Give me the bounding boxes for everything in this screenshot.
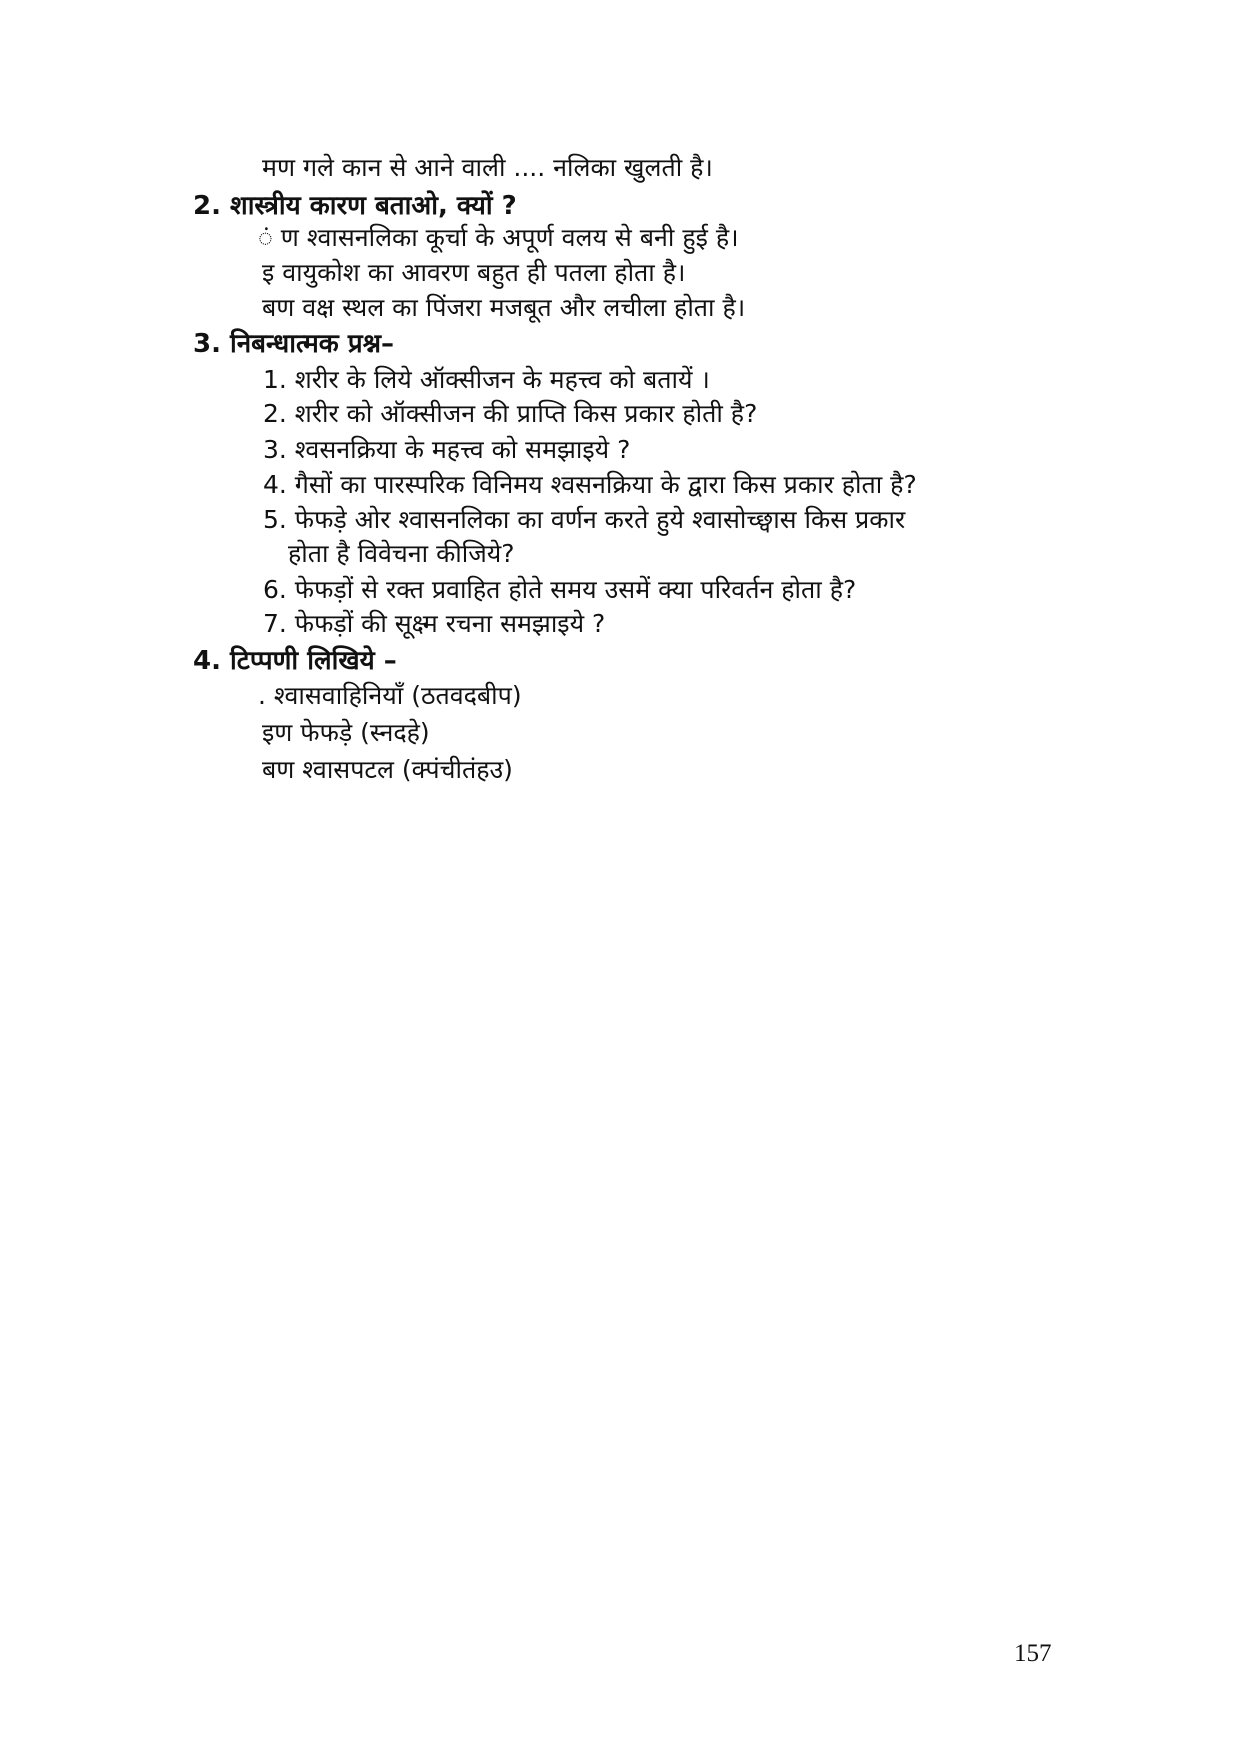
reason-item-b: इ वायुकोश का आवरण बहुत ही पतला होता है। — [262, 258, 686, 287]
reason-item-a: ं ण श्वासनलिका कूर्चा के अपूर्ण वलय से बनी हुई है। — [258, 223, 739, 252]
essay-question-5-continued: होता है विवेचना कीजिये? — [288, 539, 515, 568]
reason-item-c: बण वक्ष स्थल का पिंजरा मजबूत और लचीला होता है। — [262, 293, 746, 322]
essay-question-6: 6. फेफड़ों से रक्त प्रवाहित होते समय उसमें क्या परिवर्तन होता है? — [263, 575, 857, 604]
text-line-fill-blank: मण गले कान से आने वाली .... नलिका खुलती है। — [262, 153, 713, 182]
section-heading-3: 3. निबन्धात्मक प्रश्न– — [193, 329, 395, 359]
note-item-b: इण फेफड़े (स्नदहे) — [262, 718, 430, 747]
section-heading-4: 4. टिप्पणी लिखिये – — [193, 646, 397, 676]
essay-question-3: 3. श्वसनक्रिया के महत्त्व को समझाइये ? — [263, 435, 631, 464]
note-item-c: बण श्वासपटल (क्पंचीतंहउ) — [262, 755, 513, 784]
page-number: 157 — [1014, 1640, 1052, 1667]
section-heading-2: 2. शास्त्रीय कारण बताओ, क्यों ? — [193, 191, 517, 221]
essay-question-4: 4. गैसों का पारस्परिक विनिमय श्वसनक्रिया के द्वारा किस प्रकार होता है? — [263, 470, 917, 499]
essay-question-1: 1. शरीर के लिये ऑक्सीजन के महत्त्व को बतायें । — [263, 365, 710, 394]
note-item-a: . श्वासवाहिनियाँ (ठतवदबीप) — [258, 681, 522, 710]
essay-question-2: 2. शरीर को ऑक्सीजन की प्राप्ति किस प्रकार होती है? — [263, 399, 758, 428]
essay-question-7: 7. फेफड़ों की सूक्ष्म रचना समझाइये ? — [263, 609, 606, 638]
essay-question-5: 5. फेफड़े ओर श्वासनलिका का वर्णन करते हुये श्वासोच्छ्वास किस प्रकार — [263, 505, 906, 534]
